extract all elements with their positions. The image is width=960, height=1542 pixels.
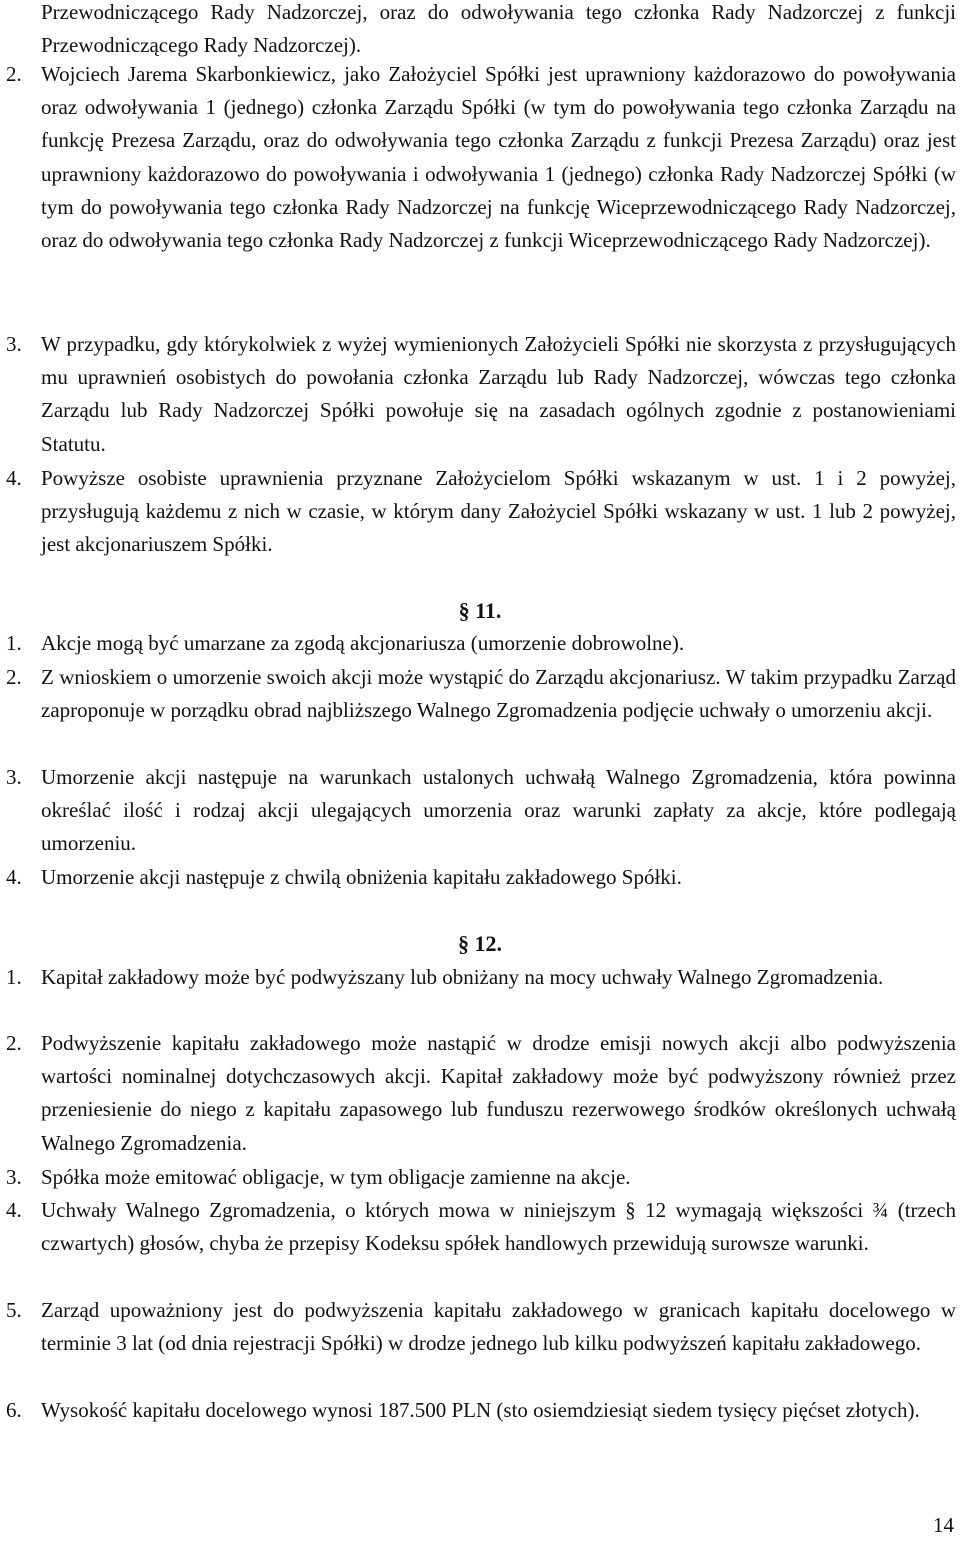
item-number: 2.	[6, 1031, 22, 1055]
list-item	[6, 1161, 956, 1194]
item-text: W przypadku, gdy którykolwiek z wyżej wymienionych Założycieli Spółki nie skorzysta z przysługujących mu uprawnień osobistych do powołania członka Zarządu lub Rady Nadzorczej, wówczas tego członka Zarządu lub Rady Nadzorczej Spółki powołuje się na zasadach ogólnych zgodnie z postanowieniami Statutu.	[41, 332, 956, 456]
item-number	[6, 0, 41, 62]
item-number: 1.	[6, 631, 22, 655]
list-item	[6, 627, 956, 660]
list-item	[6, 661, 956, 727]
item-number: 2.	[6, 62, 22, 86]
list-item	[6, 1394, 956, 1427]
list-item	[6, 1194, 956, 1260]
item-text: Przewodniczącego Rady Nadzorczej, oraz do odwoływania tego członka Rady Nadzorczej z funkcji Przewodniczącego Rady Nadzorczej).	[41, 0, 956, 58]
list-item	[6, 462, 956, 562]
item-text: Wysokość kapitału docelowego wynosi 187.500 PLN (sto osiemdziesiąt siedem tysięcy pięćset złotych).	[41, 1398, 920, 1422]
item-number: 1.	[6, 965, 22, 989]
item-number: 3.	[6, 1165, 22, 1189]
list-item	[6, 961, 956, 994]
list-item	[6, 761, 956, 861]
list-item	[6, 328, 956, 461]
list-item	[6, 58, 956, 257]
item-number: 2.	[6, 665, 22, 689]
item-number: 3.	[6, 765, 22, 789]
item-text: Powyższe osobiste uprawnienia przyznane Założycielom Spółki wskazanym w ust. 1 i 2 powyżej, przysługują każdemu z nich w czasie, w którym dany Założyciel Spółki wskazany w ust. 1 lub 2 powyżej, jest akcjonariuszem Spółki.	[41, 466, 956, 557]
item-text: Zarząd upoważniony jest do podwyższenia kapitału zakładowego w granicach kapitału docelowego w terminie 3 lat (od dnia rejestracji Spółki) w drodze jednego lub kilku podwyższeń kapitału zakładowego.	[41, 1298, 956, 1356]
item-text: Z wnioskiem o umorzenie swoich akcji może wystąpić do Zarządu akcjonariusz. W takim przypadku Zarząd zaproponuje w porządku obrad najbliższego Walnego Zgromadzenia podjęcie uchwały o umorzeniu akcji.	[41, 665, 956, 723]
item-number: 5.	[6, 1298, 22, 1322]
item-text: Uchwały Walnego Zgromadzenia, o których mowa w niniejszym § 12 wymagają większości ¾ (trzech czwartych) głosów, chyba że przepisy Kodeksu spółek handlowych przewidują surowsze warunki.	[41, 1198, 956, 1256]
item-text: Umorzenie akcji następuje na warunkach ustalonych uchwałą Walnego Zgromadzenia, która powinna określać ilość i rodzaj akcji ulegających umorzenia oraz warunki zapłaty za akcje, które podlegają umorzeniu.	[41, 765, 956, 856]
item-number: 6.	[6, 1398, 22, 1422]
item-text: Kapitał zakładowy może być podwyższany lub obniżany na mocy uchwały Walnego Zgromadzenia.	[41, 965, 884, 989]
list-item	[6, 1294, 956, 1360]
item-text: Spółka może emitować obligacje, w tym obligacje zamienne na akcje.	[41, 1165, 631, 1189]
section-heading: § 12.	[458, 931, 502, 956]
page-number: 14	[933, 1513, 954, 1537]
list-item	[6, 1027, 956, 1160]
section-heading: § 11.	[458, 598, 502, 623]
item-text: Podwyższenie kapitału zakładowego może nastąpić w drodze emisji nowych akcji albo podwyższenia wartości nominalnej dotychczasowych akcji. Kapitał zakładowy może być podwyższony również przez przeniesienie do niego z kapitału zapasowego lub funduszu rezerwowego środków określonych uchwałą Walnego Zgromadzenia.	[41, 1031, 956, 1155]
item-text: Akcje mogą być umarzane za zgodą akcjonariusza (umorzenie dobrowolne).	[41, 631, 685, 655]
item-number: 4.	[6, 1198, 22, 1222]
item-number: 3.	[6, 332, 22, 356]
list-item	[6, 861, 956, 894]
item-text: Umorzenie akcji następuje z chwilą obniżenia kapitału zakładowego Spółki.	[41, 865, 682, 889]
item-text: Wojciech Jarema Skarbonkiewicz, jako Założyciel Spółki jest uprawniony każdorazowo do powoływania oraz odwoływania 1 (jednego) członka Zarządu Spółki (w tym do powoływania tego członka Zarządu na funkcję Prezesa Zarządu, oraz do odwoływania tego członka Zarządu z funkcji Prezesa Zarządu) oraz jest uprawniony każdorazowo do powoływania i odwoływania 1 (jednego) członka Rady Nadzorczej Spółki (w tym do powoływania tego członka Rady Nadzorczej na funkcję Wiceprzewodniczącego Rady Nadzorczej, oraz do odwoływania tego członka Rady Nadzorczej z funkcji Wiceprzewodniczącego Rady Nadzorczej).	[41, 62, 956, 253]
item-number: 4.	[6, 865, 22, 889]
continuation-paragraph	[6, 0, 956, 62]
item-number: 4.	[6, 466, 22, 490]
